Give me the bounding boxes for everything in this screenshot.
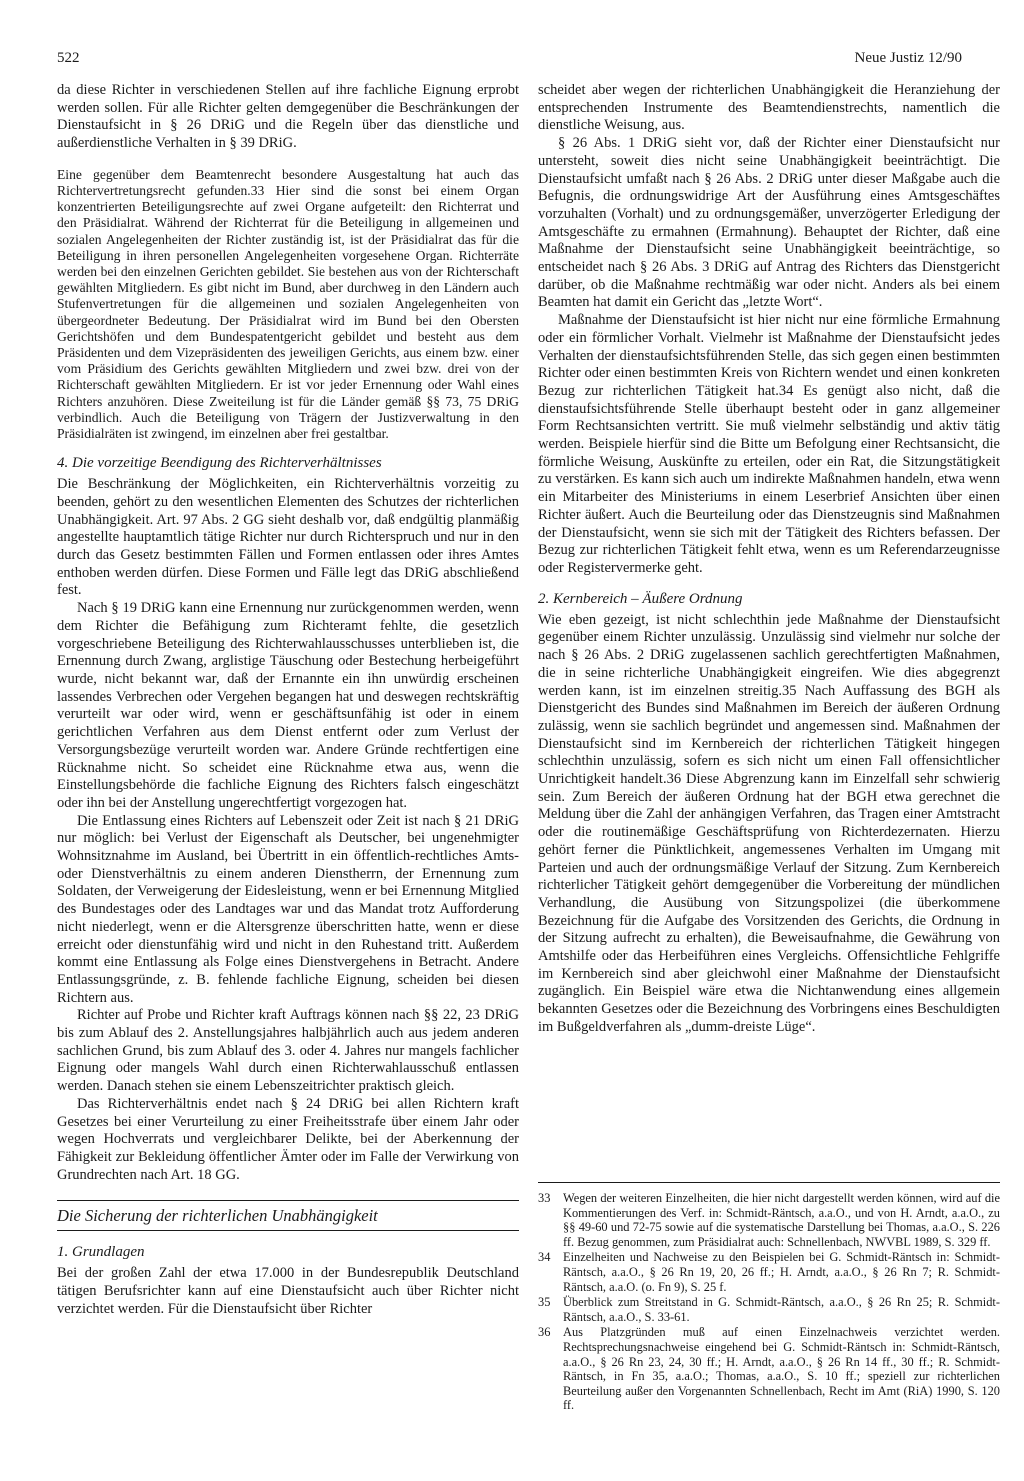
subheading: 4. Die vorzeitige Beendigung des Richterverhältnisses	[57, 455, 382, 472]
section-heading: Die Sicherung der richterlichen Unabhängigkeit	[57, 1200, 519, 1231]
paragraph: scheidet aber wegen der richterlichen Unabhängigkeit die Heranziehung der entsprechenden Instrumente des Beamtendienstrechts, namentlich die dienstliche Weisung, aus.	[538, 82, 1000, 134]
left-column	[57, 82, 519, 1319]
footnote	[538, 1295, 1000, 1324]
subheading: 1. Grundlagen	[57, 1244, 145, 1261]
footnote-number: 35	[538, 1295, 551, 1310]
subheading: 2. Kernbereich – Äußere Ordnung	[538, 590, 743, 607]
paragraph: Bei der großen Zahl der etwa 17.000 in der Bundesrepublik Deutschland tätigen Berufsrichter kann auf eine Dienstaufsicht auch über Richter nicht verzichtet werden. Für die Dienstaufsicht über Richter	[57, 1265, 519, 1317]
journal-issue: Neue Justiz 12/90	[854, 50, 962, 66]
page-header	[57, 49, 962, 67]
paragraph: Nach § 19 DRiG kann eine Ernennung nur zurückgenommen werden, wenn dem Richter die Befähigung zum Richteramt fehlte, die gesetzlich vorgeschriebene Beteiligung des Richterwahlausschusses unterblieben ist, die Ernennung durch Zwang, arglistige Täuschung oder Bestechung herbeigeführt wurde, nicht bekannt war, daß der Ernannte ein ihn unwürdig erscheinen lassendes Verbrechen oder Vergehen begangen hat und deswegen rechtskräftig verurteilt war oder wird, wenn er geschäftsunfähig ist oder in einem gerichtlichen Verfahren aus dem Dienst entfernt oder zum Verlust der Versorgungsbezüge verurteilt worden war. Andere Gründe rechtfertigen eine Rücknahme nicht. So scheidet eine Rücknahme etwa aus, wenn die Einstellungsbehörde die fachliche Eignung des Richters falsch eingeschätzt oder ihn bei der Anstellung ungerechtfertigt vorgezogen hat.	[57, 600, 519, 811]
footnote-text: Einzelheiten und Nachweise zu den Beispielen bei G. Schmidt-Räntsch in: Schmidt-Räntsch, a.a.O., § 26 Rn 19, 20, 26 ff.; H. Arndt, a.a.O., § 26 Rn 7; R. Schmidt-Räntsch, a.a.O. (o. Fn 9), S. 25 f.	[563, 1250, 1000, 1294]
footnote-text: Aus Platzgründen muß auf einen Einzelnachweis verzichtet werden. Rechtsprechungsnachweise eingehend bei G. Schmidt-Räntsch in: Schmidt-Räntsch, a.a.O., § 26 Rn 23, 24, 30 ff.; H. Arndt, a.a.O., § 26 Rn 14 ff., 30 ff.; R. Schmidt-Räntsch, in Fn 35, a.a.O.; Thomas, a.a.O., S. 10 ff.; speziell zur richterlichen Beurteilung außer den Vorgenannten Schnellenbach, Recht im Amt (RiA) 1990, S. 120 ff.	[563, 1325, 1000, 1413]
footnote-number: 36	[538, 1325, 551, 1340]
footnote-number: 34	[538, 1250, 551, 1265]
footnote-text: Überblick zum Streitstand in G. Schmidt-Räntsch, a.a.O., § 26 Rn 25; R. Schmidt-Räntsch, a.a.O., S. 33-61.	[563, 1295, 1000, 1324]
paragraph: Die Entlassung eines Richters auf Lebenszeit oder Zeit ist nach § 21 DRiG nur möglich: bei Verlust der Eigenschaft als Deutscher, bei ungenehmigter Wohnsitznahme im Ausland, bei Übertritt in ein öffentlich-rechtliches Amts- oder Dienstverhältnis zu einem anderen Dienstherrn, der Ernennung zum Soldaten, der Verweigerung der Eidesleistung, wenn er bei Ernennung Mitglied des Bundestages oder des Landtages war und das Mandat trotz Aufforderung nicht niederlegt, wenn er die Altersgrenze überschritten hatte, wenn er diese erreicht oder dienstunfähig wird und nicht in den Ruhestand tritt. Außerdem kommt eine Entlassung als Folge eines Dienstvergehens in Betracht. Andere Entlassungsgründe, z. B. fehlende fachliche Eignung, scheiden bei diesen Richtern aus.	[57, 812, 519, 1006]
paragraph: Wie eben gezeigt, ist nicht schlechthin jede Maßnahme der Dienstaufsicht gegenüber einem Richter unzulässig. Unzulässig sind vielmehr nur solche der nach § 26 Abs. 2 DRiG zugelassenen sachlich gerechtfertigten Maßnahmen, die in seine richterliche Unabhängigkeit eingreifen. Wie dies abgegrenzt werden kann, ist im einzelnen streitig.35 Nach Auffassung des BGH als Dienstgericht des Bundes sind Maßnahmen im Bereich der äußeren Ordnung zulässig, wenn sie sachlich begründet und angemessen sind. Maßnahmen der Dienstaufsicht sind im Kernbereich der richterlichen Tätigkeit hingegen schlechthin unzulässig, sofern es sich nicht um einen Fall offensichtlicher Unrichtigkeit handelt.36 Diese Abgrenzung kann im Einzelfall sehr schwierig sein. Zum Bereich der äußeren Ordnung hat der BGH etwa gerechnet die Meldung über die Zahl der anhängigen Verfahren, das Tragen einer Amtstracht oder die routinemäßige Geschäftsprüfung von Richterdezernaten. Hierzu gehört ferner die Pünktlichkeit, angemessenes Verhalten im Umgang mit Parteien und auch der ordnungsmäßige Verlauf der Sitzung. Zum Kernbereich richterlicher Tätigkeit gehört demgegenüber die Vorbereitung der mündlichen Verhandlung, die Ausübung von Sitzungspolizei (die überkommene Bezeichnung für die Aufgabe des Vorsitzenden des Gerichts, die Ordnung in der Sitzung aufrecht zu erhalten), die Beweisaufnahme, die Gewährung von Amtshilfe oder das Herbeiführen eines Vergleichs. Offensichtliche Fehlgriffe im Kernbereich sind aber gleichwohl einer Maßnahme der Dienstaufsicht zugänglich. Ein Beispiel wäre etwa die Nichtanwendung eines allgemein bekannten Gesetzes oder die Bezeichnung des Vorbringens eines Beschuldigten im Bußgeldverfahren als „dumm-dreiste Lüge“.	[538, 611, 1000, 1035]
paragraph: Die Beschränkung der Möglichkeiten, ein Richterverhältnis vorzeitig zu beenden, gehört zu den wesentlichen Elementen des Schutzes der richterlichen Unabhängigkeit. Art. 97 Abs. 2 GG sieht deshalb vor, daß endgültig planmäßig angestellte hauptamtlich tätige Richter nur durch Richterspruch und nur in den durch das Gesetz bestimmten Fällen und Formen entlassen oder ihres Amtes enthoben werden dürfen. Diese Formen und Fälle legt das DRiG abschließend fest.	[57, 476, 519, 599]
right-column	[538, 82, 1000, 1037]
paragraph: § 26 Abs. 1 DRiG sieht vor, daß der Richter einer Dienstaufsicht nur untersteht, soweit dies nicht seine Unabhängigkeit beeinträchtigt. Die Dienstaufsicht umfaßt nach § 26 Abs. 2 DRiG unter dieser Maßgabe auch die Befugnis, die ordnungswidrige Art der Ausführung eines Amtsgeschäftes vorzuhalten (Vorhalt) und zu ordnungsgemäßer, unverzögerter Erledigung der Amtsgeschäfte zu ermahnen (Ermahnung). Behauptet der Richter, daß eine Maßnahme der Dienstaufsicht seine Unabhängigkeit beeinträchtige, so entscheidet nach § 26 Abs. 3 DRiG auf Antrag des Richters das Dienstgericht darüber, ob die Maßnahme rechtmäßig war oder nicht. Anders als bei einem Beamten hat damit ein Gericht das „letzte Wort“.	[538, 135, 1000, 311]
paragraph: da diese Richter in verschiedenen Stellen auf ihre fachliche Eignung erprobt werden sollen. Für alle Richter gelten demgegenüber die Beschränkungen der Dienstaufsicht in § 26 DRiG und die Regeln über das dienstliche und außerdienstliche Verhalten in § 39 DRiG.	[57, 82, 519, 152]
footnote-number: 33	[538, 1191, 551, 1205]
paragraph: Maßnahme der Dienstaufsicht ist hier nicht nur eine förmliche Ermahnung oder ein förmlicher Vorhalt. Vielmehr ist Maßnahme der Dienstaufsicht jedes Verhalten der dienstaufsichtsführenden Stelle, das sich gegen einen bestimmten Richter oder einen bestimmten Kreis von Richtern wendet und einen konkreten Bezug zur richterlichen Tätigkeit hat.34 Es genügt also nicht, daß die dienstaufsichtsführende Stelle überhaupt besteht oder in ganz allgemeiner Form Rechtsansichten vertritt. Sie muß vielmehr selbständig und aktiv tätig werden. Beispiele hierfür sind die Bitte um Befolgung einer Rechtsansicht, die förmliche Weisung, Auskünfte zu erteilen, oder ein Rat, die Sitzungstätigkeit zu verstärken. Es kann sich auch um indirekte Maßnahmen handeln, etwa wenn ein Mitarbeiter des Ministeriums in einem Leserbrief Ansichten über einen Richter äußert. Auch die Beurteilung oder das Dienstzeugnis sind Maßnahmen der Dienstaufsicht, wenn sie sich mit der Tätigkeit des Richters befassen. Der Bezug zur richterlichen Tätigkeit fehlt etwa, wenn es um Referendarzeugnisse oder Registervermerke geht.	[538, 312, 1000, 576]
footnote	[538, 1191, 1000, 1249]
footnote	[538, 1250, 1000, 1294]
paragraph: Das Richterverhältnis endet nach § 24 DRiG bei allen Richtern kraft Gesetzes bei einer Verurteilung zu einer Freiheitsstrafe über einem Jahr oder wegen Hochverrats und vergleichbarer Delikte, bei der Aberkennung der Fähigkeit zur Bekleidung öffentlicher Ämter oder im Falle der Verwirkung von Grundrechten nach Art. 18 GG.	[57, 1095, 519, 1183]
footnotes	[538, 1182, 1000, 1414]
footnote	[538, 1325, 1000, 1413]
paragraph-small: Eine gegenüber dem Beamtenrecht besondere Ausgestaltung hat auch das Richtervertretungsrecht gefunden.33 Hier sind die sonst bei einem Organ konzentrierten Beteiligungsrechte auf zwei Organe aufgeteilt: den Richterrat und den Präsidialrat. Während der Richterrat für die Beteiligung in allgemeinen und sozialen Angelegenheiten der Richter zuständig ist, ist der Präsidialrat das für die Beteiligung in ihren personellen Angelegenheiten vorgesehene Organ. Richterräte werden bei den einzelnen Gerichten gebildet. Sie bestehen aus von der Richterschaft gewählten Mitgliedern. Es gibt nicht im Bund, aber durchweg in den Ländern auch Stufenvertretungen für die allgemeinen und sozialen Angelegenheiten von übergeordneter Bedeutung. Der Präsidialrat wird im Bund bei den Obersten Gerichtshöfen und dem Bundespatentgericht gebildet und besteht aus dem Präsidenten und dem Vizepräsidenten des jeweiligen Gerichts, aus einem bzw. einer vom Präsidium des Gerichts gewählten Mitgliedern und zwei bzw. drei von der Richterschaft gewählten Mitgliedern. Er ist vor jeder Ernennung oder Wahl eines Richters anzuhören. Diese Zweiteilung ist für die Länder gemäß §§ 73, 75 DRiG verbindlich. Auch die Beteiligung von Trägern der Justizverwaltung in den Präsidialräten ist zwingend, im einzelnen aber frei gestaltbar.	[57, 166, 519, 442]
page-number: 522	[57, 50, 80, 66]
footnote-text: Wegen der weiteren Einzelheiten, die hier nicht dargestellt werden können, wird auf die Kommentierungen des Verf. in: Schmidt-Räntsch, a.a.O., und von H. Arndt, a.a.O., zu §§ 49-60 und 72-75 sowie auf die systematische Darstellung bei Thomas, a.a.O., S. 226 ff. Bezug genommen, zum Präsidialrat auch: Schnellenbach, NWVBL 1989, S. 329 ff.	[563, 1191, 1000, 1249]
paragraph: Richter auf Probe und Richter kraft Auftrags können nach §§ 22, 23 DRiG bis zum Ablauf des 2. Anstellungsjahres halbjährlich auch aus jedem anderen sachlichen Grund, bis zum Ablauf des 3. oder 4. Jahres nur mangels fachlicher Eignung oder mangels Wahl durch einen Richterwahlausschuß entlassen werden. Danach stehen sie einem Lebenszeitrichter praktisch gleich.	[57, 1007, 519, 1095]
